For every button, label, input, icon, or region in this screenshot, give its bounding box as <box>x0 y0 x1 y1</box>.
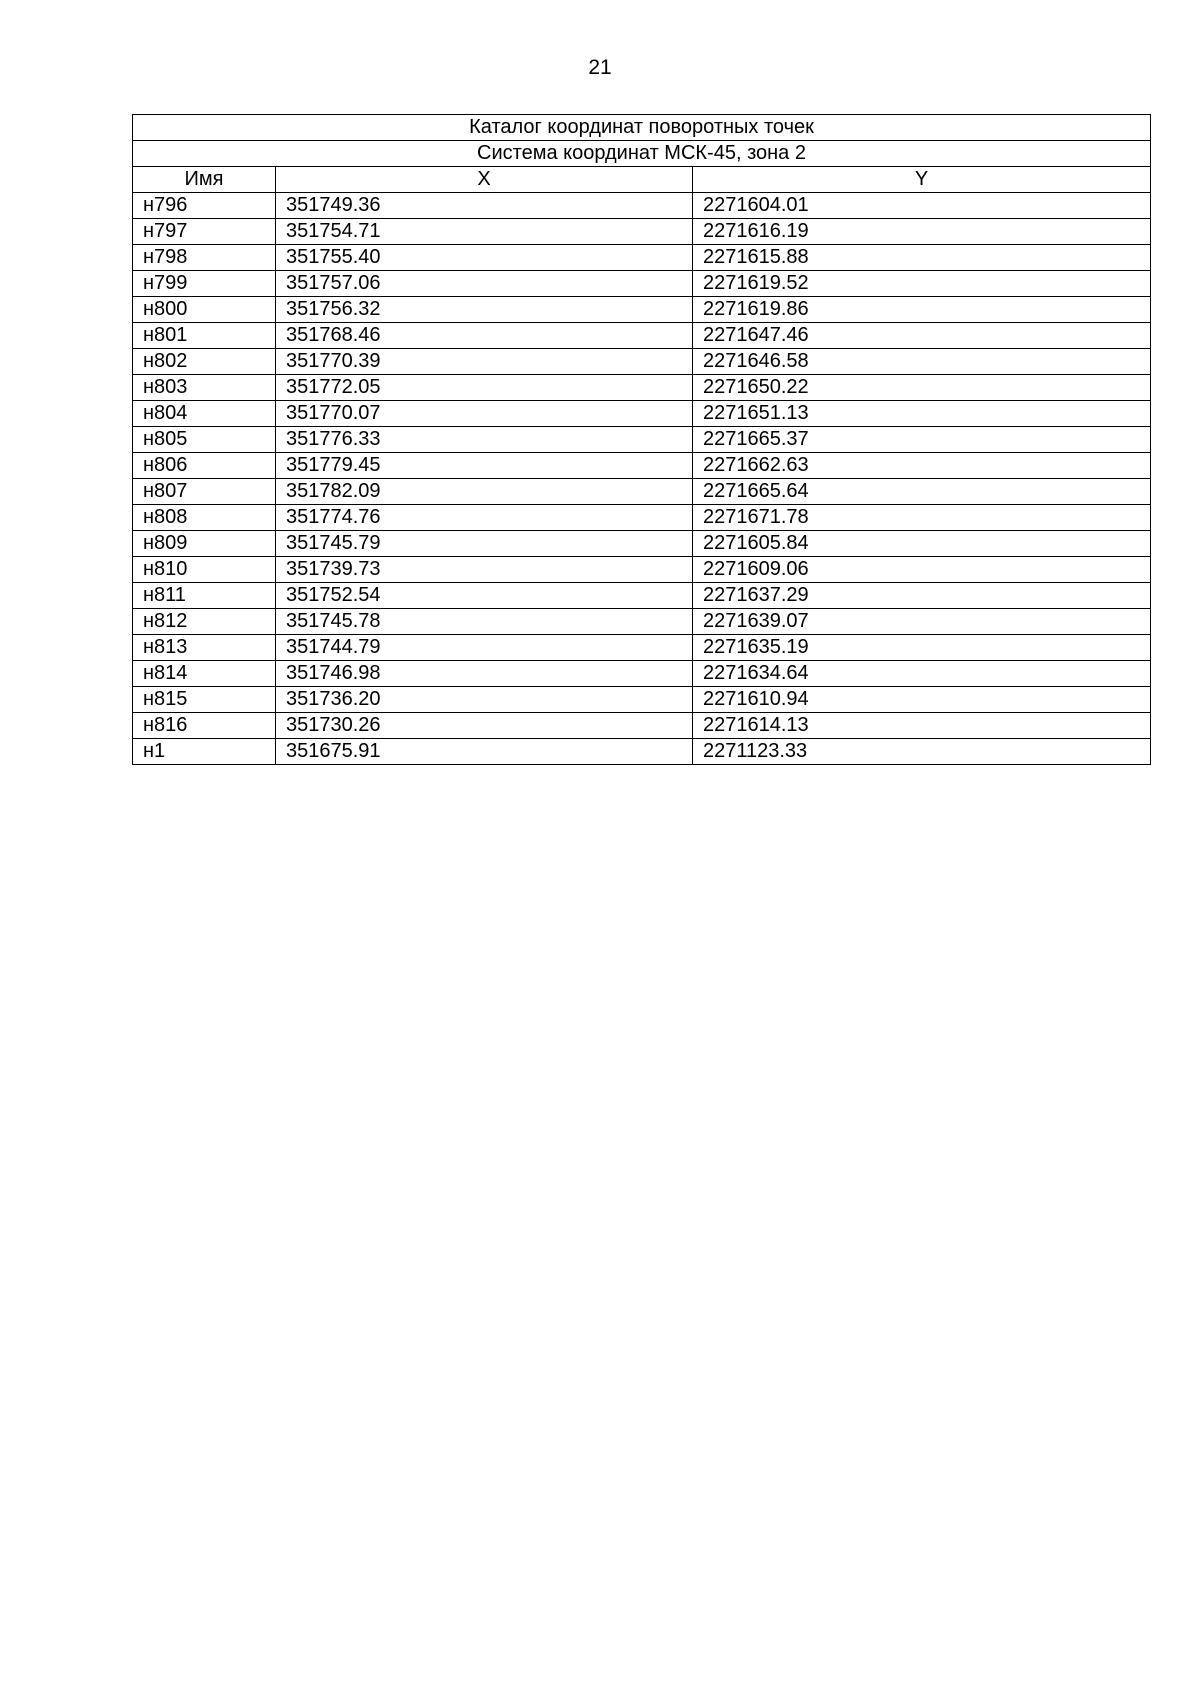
point-name-cell: н800 <box>133 297 276 323</box>
table-subtitle-row <box>133 141 1151 167</box>
x-coordinate-cell: 351776.33 <box>276 427 693 453</box>
x-coordinate-cell: 351772.05 <box>276 375 693 401</box>
table-row <box>133 505 1151 531</box>
x-coordinate-cell: 351736.20 <box>276 687 693 713</box>
point-name-cell: н814 <box>133 661 276 687</box>
table-row <box>133 297 1151 323</box>
y-coordinate-cell: 2271604.01 <box>693 193 1151 219</box>
y-coordinate-cell: 2271634.64 <box>693 661 1151 687</box>
x-coordinate-cell: 351757.06 <box>276 271 693 297</box>
table-row <box>133 245 1151 271</box>
y-coordinate-cell: 2271662.63 <box>693 453 1151 479</box>
x-coordinate-cell: 351745.78 <box>276 609 693 635</box>
table-header-row <box>133 167 1151 193</box>
y-coordinate-cell: 2271616.19 <box>693 219 1151 245</box>
point-name-cell: н812 <box>133 609 276 635</box>
table-row <box>133 453 1151 479</box>
x-coordinate-cell: 351746.98 <box>276 661 693 687</box>
table-row <box>133 739 1151 765</box>
table-row <box>133 687 1151 713</box>
table-row <box>133 609 1151 635</box>
x-coordinate-cell: 351768.46 <box>276 323 693 349</box>
point-name-cell: н803 <box>133 375 276 401</box>
table-row <box>133 635 1151 661</box>
x-coordinate-cell: 351745.79 <box>276 531 693 557</box>
table-title-row <box>133 115 1151 141</box>
x-coordinate-cell: 351749.36 <box>276 193 693 219</box>
table-row <box>133 661 1151 687</box>
y-coordinate-cell: 2271609.06 <box>693 557 1151 583</box>
table-row <box>133 375 1151 401</box>
table-row <box>133 401 1151 427</box>
y-coordinate-cell: 2271637.29 <box>693 583 1151 609</box>
point-name-cell: н798 <box>133 245 276 271</box>
y-coordinate-cell: 2271650.22 <box>693 375 1151 401</box>
x-coordinate-cell: 351675.91 <box>276 739 693 765</box>
x-coordinate-cell: 351782.09 <box>276 479 693 505</box>
table-row <box>133 583 1151 609</box>
point-name-cell: н799 <box>133 271 276 297</box>
y-coordinate-cell: 2271651.13 <box>693 401 1151 427</box>
y-coordinate-cell: 2271647.46 <box>693 323 1151 349</box>
x-coordinate-cell: 351755.40 <box>276 245 693 271</box>
table-row <box>133 531 1151 557</box>
x-coordinate-cell: 351739.73 <box>276 557 693 583</box>
y-coordinate-cell: 2271646.58 <box>693 349 1151 375</box>
y-coordinate-cell: 2271665.64 <box>693 479 1151 505</box>
table-row <box>133 713 1151 739</box>
table-row <box>133 349 1151 375</box>
y-coordinate-cell: 2271605.84 <box>693 531 1151 557</box>
x-coordinate-cell: 351752.54 <box>276 583 693 609</box>
column-header-name: Имя <box>133 167 276 193</box>
table-row <box>133 271 1151 297</box>
point-name-cell: н816 <box>133 713 276 739</box>
point-name-cell: н796 <box>133 193 276 219</box>
point-name-cell: н801 <box>133 323 276 349</box>
table-title: Каталог координат поворотных точек <box>133 115 1151 141</box>
y-coordinate-cell: 2271123.33 <box>693 739 1151 765</box>
column-header-y: Y <box>693 167 1151 193</box>
point-name-cell: н808 <box>133 505 276 531</box>
point-name-cell: н807 <box>133 479 276 505</box>
x-coordinate-cell: 351770.39 <box>276 349 693 375</box>
point-name-cell: н815 <box>133 687 276 713</box>
x-coordinate-cell: 351754.71 <box>276 219 693 245</box>
point-name-cell: н802 <box>133 349 276 375</box>
x-coordinate-cell: 351730.26 <box>276 713 693 739</box>
point-name-cell: н797 <box>133 219 276 245</box>
point-name-cell: н804 <box>133 401 276 427</box>
table-row <box>133 427 1151 453</box>
y-coordinate-cell: 2271635.19 <box>693 635 1151 661</box>
y-coordinate-cell: 2271610.94 <box>693 687 1151 713</box>
y-coordinate-cell: 2271615.88 <box>693 245 1151 271</box>
point-name-cell: н806 <box>133 453 276 479</box>
y-coordinate-cell: 2271619.86 <box>693 297 1151 323</box>
x-coordinate-cell: 351774.76 <box>276 505 693 531</box>
point-name-cell: н811 <box>133 583 276 609</box>
point-name-cell: н805 <box>133 427 276 453</box>
x-coordinate-cell: 351779.45 <box>276 453 693 479</box>
point-name-cell: н809 <box>133 531 276 557</box>
y-coordinate-cell: 2271619.52 <box>693 271 1151 297</box>
point-name-cell: н810 <box>133 557 276 583</box>
table-row <box>133 219 1151 245</box>
y-coordinate-cell: 2271671.78 <box>693 505 1151 531</box>
table-row <box>133 479 1151 505</box>
y-coordinate-cell: 2271639.07 <box>693 609 1151 635</box>
table-row <box>133 193 1151 219</box>
point-name-cell: н813 <box>133 635 276 661</box>
table-row <box>133 557 1151 583</box>
table-row <box>133 323 1151 349</box>
x-coordinate-cell: 351756.32 <box>276 297 693 323</box>
point-name-cell: н1 <box>133 739 276 765</box>
table-subtitle: Система координат МСК-45, зона 2 <box>133 141 1151 167</box>
coordinates-catalog-table <box>132 114 1151 765</box>
table-body <box>133 193 1151 765</box>
y-coordinate-cell: 2271614.13 <box>693 713 1151 739</box>
x-coordinate-cell: 351770.07 <box>276 401 693 427</box>
y-coordinate-cell: 2271665.37 <box>693 427 1151 453</box>
x-coordinate-cell: 351744.79 <box>276 635 693 661</box>
page-number: 21 <box>588 56 612 79</box>
column-header-x: X <box>276 167 693 193</box>
